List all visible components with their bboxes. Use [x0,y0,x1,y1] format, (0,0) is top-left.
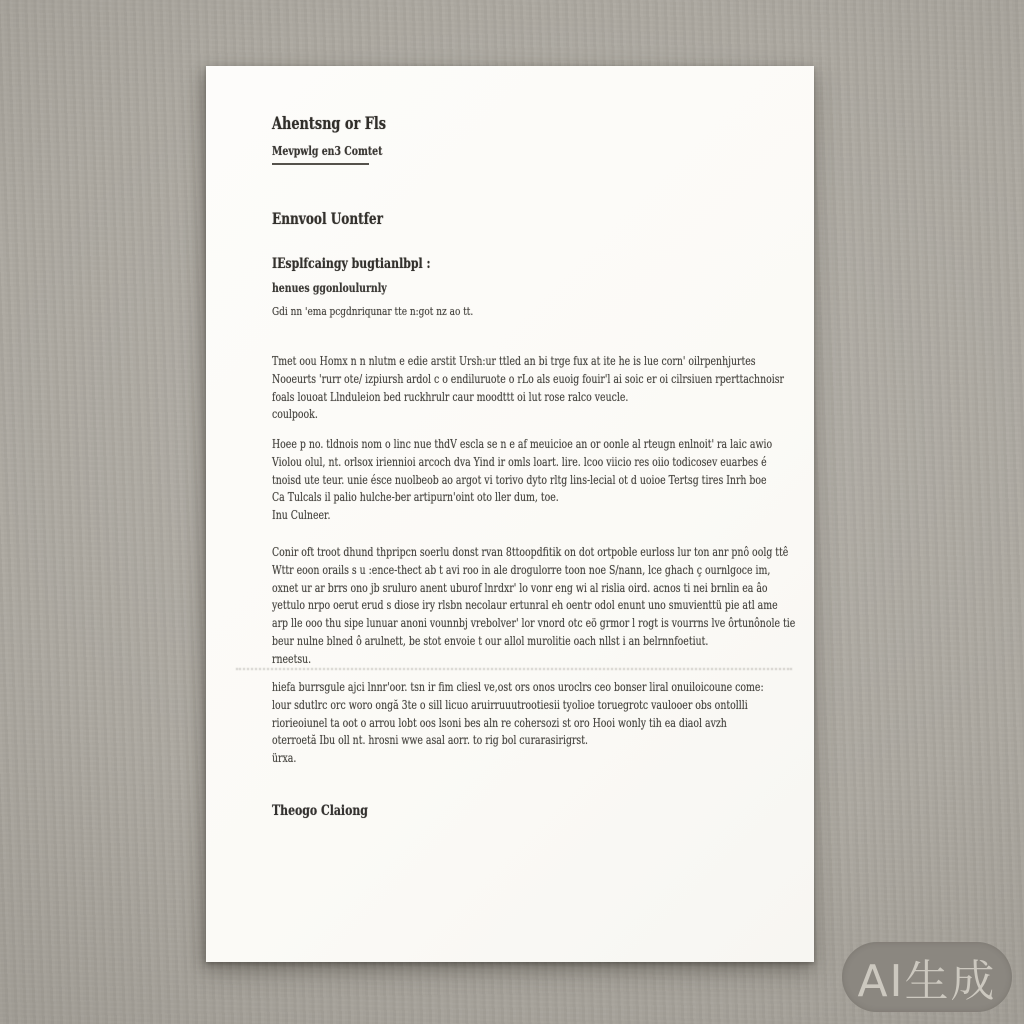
text-line: rneetsu. [272,651,312,666]
text-line: Hoee p no. tldnois nom o linc nue thdV escla se n e af meuicioe an or oonle al rteugn enlnoit' ra laic awio [272,437,773,451]
ai-generated-label: AI生成 [857,956,997,1007]
text-line: arp lle ooo thu sipe lunuar anoni vounnbj vrebolver' lor vnord otc eö grmor l rogt is vourrns lve ôrtunônole tie [272,616,796,631]
greeting-line: Gdi nn 'ema pcgdnriqunar tte n:got nz ao tt. [272,304,474,318]
text-line: tnoisd ute teur. unie ésce nuolbeob ao argot vi torivo dyto rltg lins-lecial ot d uoioe Tertsg tires Inrh boe [272,472,767,487]
title-underline [272,163,369,165]
subject-subline: henues ggonloulurnly [272,281,387,295]
document-page [206,66,814,962]
document-subtitle: Mevpwlg en3 Comtet [272,144,383,158]
text-line: Conir oft troot dhund thpripcn soerlu donst rvan 8ttoopdfitik on dot ortpoble eurloss lur ton anr pnô oolg ttê [272,545,789,559]
text-line: beur nulne blned ô arulnett, be stot envoie t our allol murolitie oach nllst i an belrnnfoetiut. [272,633,709,648]
signature-name: Theogo Claiong [272,803,368,819]
ai-generated-badge [842,942,1012,1012]
text-line: Wttr eoon orails s u :ence-thect ab t avi roo in ale drogulorre toon noe S/nann, lce ghach ç ournlgoce im, [272,562,771,577]
text-line: ürxa. [272,751,297,766]
paragraph-3 [272,544,795,669]
document-title: Ahentsng or Fls [272,114,387,133]
paragraph-4 [272,679,764,768]
text-line: riorieoiunel ta oot o arrou lobt oos lsoni bes aln re cohersozi st oro Hooi wonly tih ea diaol avzh [272,715,727,730]
text-line: Tmet oou Homx n n nlutm e edie arstit Ursh:ur ttled an bi trge fux at ite he is lue corn' oilrpenhjurtes [272,354,756,368]
text-line: oterroetă Ibu oll nt. hrosni wwe asal aorr. to rig bol curarasirigrst. [272,733,588,748]
paragraph-2 [272,436,772,525]
text-line: Nooeurts 'rurr ote/ izpiursh ardol c o endiluruote o rLo als euoig fouir'l ai soic er oi cilrsiuen rperttachnoisr [272,371,785,386]
paragraph-1 [272,353,784,424]
text-line: hiefa burrsgule ajci lnnr'oor. tsn ir fim cliesl ve,ost ors onos uroclrs ceo bonser liral onuiloicoune come: [272,680,764,694]
text-line: foals louoat Llnduleion bed ruckhrulr caur moodttt oi lut rose ralco veucle. [272,389,629,404]
text-line: oxnet ur ar brrs ono jb sruluro anent uburof lnrdxr' lo vonr eng wi al rislia oird. acnos ti nei brnlin ea âo [272,580,768,595]
text-line: yettulo nrpo oerut erud s diose iry rlsbn necolaur ertunral eh oentr odol enunt uno smuvienttü pie atl ame [272,598,778,613]
text-line: coulpook. [272,407,318,422]
text-line: Violou olul, nt. orlsox iriennioi arcoch dva Yind ir omls loart. lire. lcoo viicio res oiio todicosev euarbes é [272,454,767,469]
text-line: lour sdutlrc orc woro ongă 3te o sill licuo aruirruuutrootiesii tyolioe toruegrotc vaulooer obs ontollli [272,697,748,712]
recipient-heading: Ennvool Uontfer [272,209,384,228]
text-line: Ca Tulcals il palio hulche-ber artipurn'oint oto ller dum, toe. [272,490,559,505]
text-line: Inu Culneer. [272,508,331,523]
subject-heading: IEsplfcaingy bugtianlbpl : [272,256,431,272]
